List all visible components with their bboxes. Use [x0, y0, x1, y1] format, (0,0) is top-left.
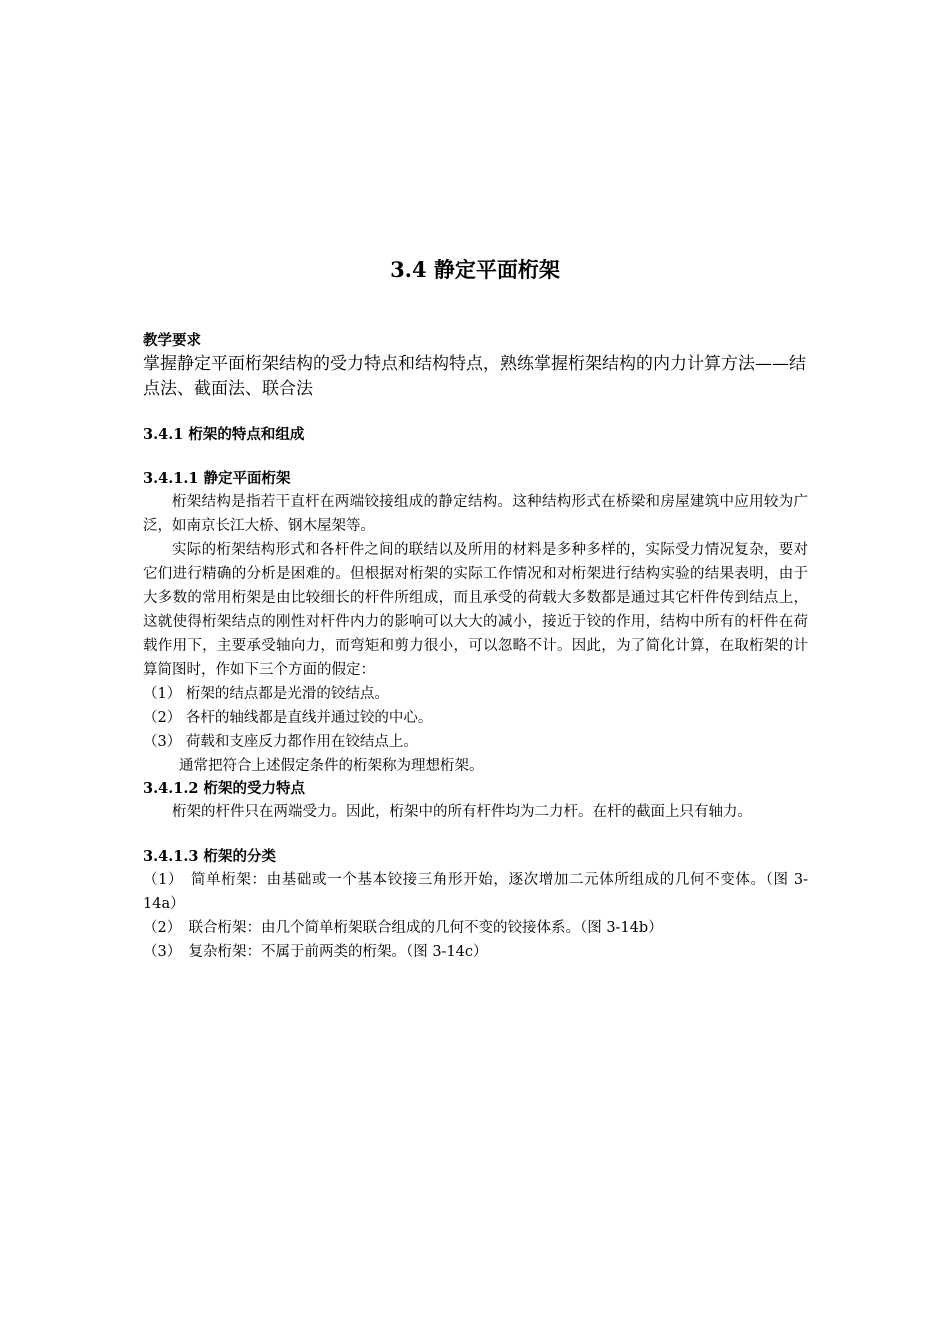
spacer: [143, 402, 808, 424]
paragraph-force-characteristics: 桁架的杆件只在两端受力。因此，桁架中的所有杆件均为二力杆。在杆的截面上只有轴力。: [172, 804, 752, 820]
paragraph-truss-definition: 桁架结构是指若干直杆在两端铰接组成的静定结构。这种结构形式在桥梁和房屋建筑中应用较为广泛，如南京长江大桥、钢木屋架等。: [143, 494, 808, 534]
assumption-item: （1） 桁架的结点都是光滑的铰结点。: [143, 686, 389, 702]
page-title: 3.4 静定平面桁架: [390, 257, 560, 282]
requirements-text: 掌握静定平面桁架结构的受力特点和结构特点，熟练掌握桁架结构的内力计算方法——结点法、截面法、联合法: [143, 354, 806, 399]
requirements-heading: 教学要求: [143, 332, 201, 349]
paragraph-ideal-truss: 通常把符合上述假定条件的桁架称为理想桁架。: [179, 758, 484, 774]
spacer: [143, 446, 808, 468]
document-body: [143, 330, 808, 964]
classification-item: （3） 复杂桁架：不属于前两类的桁架。（图 3-14c）: [143, 944, 488, 960]
classification-item: （1） 简单桁架：由基础或一个基本铰接三角形开始，逐次增加二元体所组成的几何不变体。（图 3-14a）: [143, 872, 808, 912]
section-heading-3-4-1-1: 3.4.1.1 静定平面桁架: [143, 470, 291, 487]
classification-item: （2） 联合桁架：由几个简单桁架联合组成的几何不变的铰接体系。（图 3-14b）: [143, 920, 663, 936]
assumption-item: （2） 各杆的轴线都是直线并通过铰的中心。: [143, 710, 433, 726]
spacer: [143, 824, 808, 846]
assumption-item: （3） 荷载和支座反力都作用在铰结点上。: [143, 734, 418, 750]
section-heading-3-4-1-3: 3.4.1.3 桁架的分类: [143, 848, 277, 865]
paragraph-truss-assumptions-intro: 实际的桁架结构形式和各杆件之间的联结以及所用的材料是多种多样的，实际受力情况复杂，要对它们进行精确的分析是困难的。但根据对桁架的实际工作情况和对桁架进行结构实验的结果表明，由于大多数的常用桁架是由比较细长的杆件所组成，而且承受的荷载大多数都是通过其它杆件传到结点上，这就使得桁架结点的刚性对杆件内力的影响可以大大的减小，接近于铰的作用，结构中所有的杆件在荷载作用下，主要承受轴向力，而弯矩和剪力很小，可以忽略不计。因此，为了简化计算，在取桁架的计算简图时，作如下三个方面的假定：: [143, 542, 808, 678]
section-heading-3-4-1-2: 3.4.1.2 桁架的受力特点: [143, 780, 306, 797]
section-heading-3-4-1: 3.4.1 桁架的特点和组成: [143, 426, 305, 443]
